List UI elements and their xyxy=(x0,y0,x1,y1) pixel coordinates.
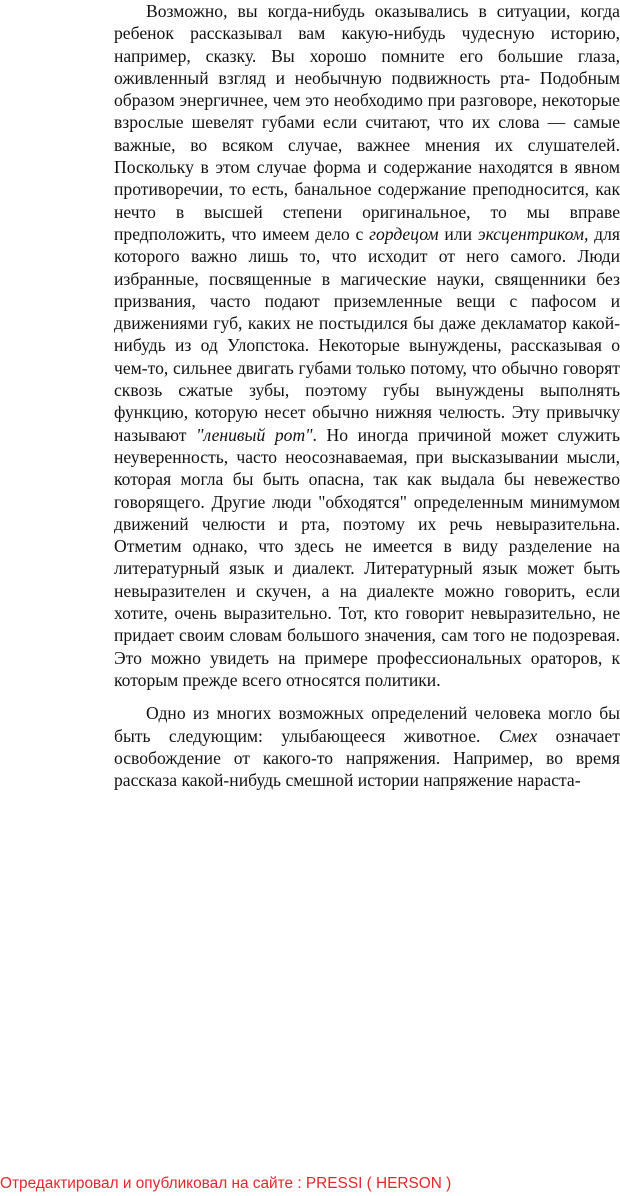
text-segment: или xyxy=(438,223,478,244)
italic-term-ekstsentrik: эксцентриком, xyxy=(477,223,589,244)
text-segment: Одно из многих возможных определений человека могло бы быть следующим: улыбающееся животное. xyxy=(114,703,620,746)
text-segment: означает освобождение от какого-то напряжения. Например, во время рассказа какой-нибудь смешной истории напряжение нараста- xyxy=(114,725,620,791)
page-body xyxy=(114,0,620,791)
paragraph-1 xyxy=(114,0,620,691)
text-segment: Возможно, вы когда-нибудь оказывались в ситуации, когда ребенок рассказывал вам какую-нибудь чудесную историю, например, сказку. Вы хорошо помните его большие глаза, оживленный взгляд и необычную подвижность рта- Подобным образом энергичнее, чем это необходимо при разговоре, некоторые взрослые шевелят губами если считают, что их слова — самые важные, во всяком случае, важнее мнения их слушателей. Поскольку в этом случае форма и содержание находятся в явном противоречии, то есть, банальное содержание преподносится, как нечто в высшей степени оригинальное, то мы вправе предположить, что имеем дело с xyxy=(114,1,620,244)
italic-term-lenivy-rot: "ленивый рот" xyxy=(196,424,313,445)
text-segment: . Но иногда причиной может служить неуверенность, часто неосознаваемая, при высказывании мысли, которая могла бы быть опасна, так как выдала бы невежество говорящего. Другие люди "обходятся" определенным минимумом движений челюсти и рта, поэтому их речь невыразительна. Отметим однако, что здесь не имеется в виду разделение на литературный язык и диалект. Литературный язык может быть невыразителен и скучен, а на диалекте можно говорить, если хотите, очень выразительно. Тот, кто говорит невыразительно, не придает своим словам большого значения, сам того не подозревая. Это можно увидеть на примере профессиональных ораторов, к которым прежде всего относятся политики. xyxy=(114,424,620,690)
italic-term-smekh: Смех xyxy=(498,725,538,746)
publisher-footer-link[interactable]: Отредактировал и опубликовал на сайте : PRESSI ( HERSON ) xyxy=(0,1175,452,1192)
paragraph-2 xyxy=(114,702,620,791)
text-segment: для которого важно лишь то, что исходит от него самого. Люди избранные, посвященные в магические науки, священники без призвания, часто подают приземленные вещи с пафосом и движениями губ, каких не постыдился бы даже декламатор какой-нибудь из од Улопстока. Некоторые вынуждены, рассказывая о чем-то, сильнее двигать губами только потому, что обычно говорят сквозь сжатые зубы, поэтому губы вынуждены выполнять функцию, которую несет обычно нижняя челюсть. Эту привычку называют xyxy=(114,223,620,445)
italic-term-gordets: гордецом xyxy=(369,223,439,244)
